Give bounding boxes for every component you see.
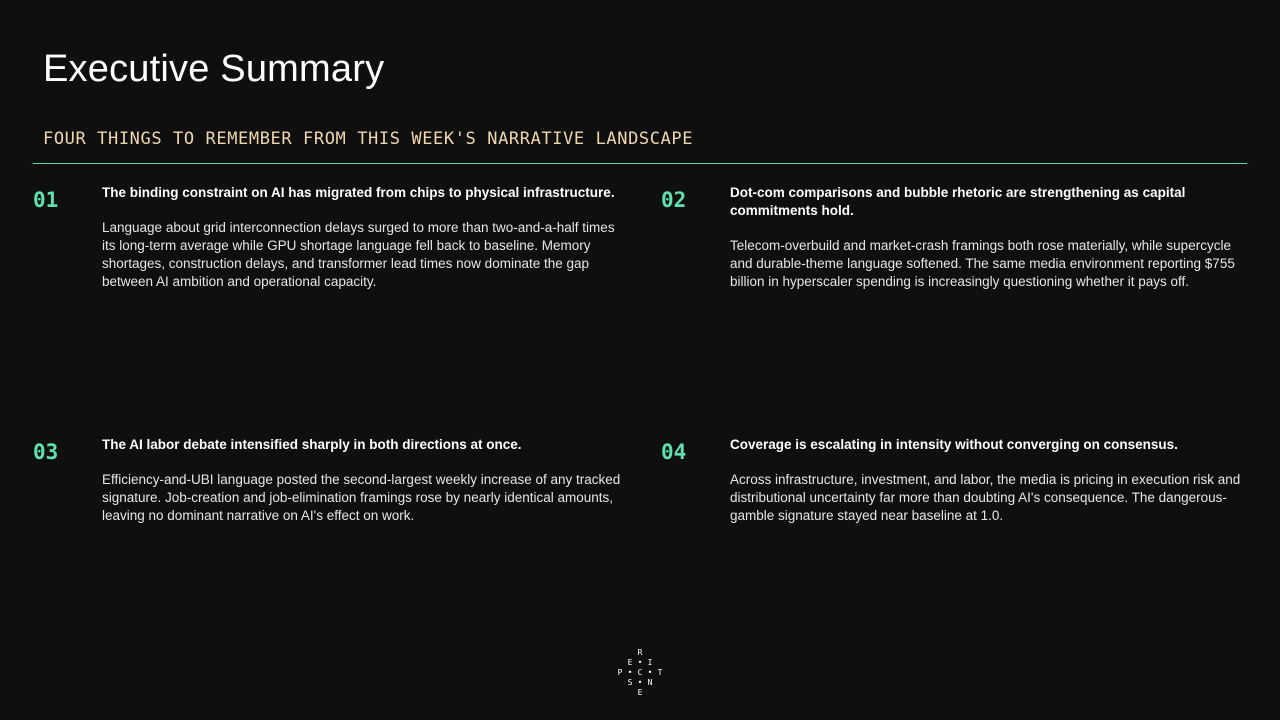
slide-title: Executive Summary [43, 48, 385, 90]
point-body [730, 436, 1250, 525]
point-number: 02 [661, 188, 687, 212]
logo-letter: S [627, 678, 633, 687]
point-heading: The binding constraint on AI has migrated from chips to physical infrastructure. [102, 185, 615, 200]
logo-letter: E [627, 658, 633, 667]
point-text: Across infrastructure, investment, and labor, the media is pricing in execution risk and distributional uncertainty far more than doubting AI's consequence. The dangerous-gamble signature stayed near baseline at 1.0. [730, 472, 1241, 523]
point-text: Language about grid interconnection delays surged to more than two-and-a-half times its long-term average while GPU shortage language fell back to baseline. Memory shortages, construction delays, and transformer lead times now dominate the gap between AI ambition and operational capacity. [102, 220, 615, 289]
point-number: 01 [33, 188, 59, 212]
logo-letter: T [657, 668, 663, 677]
point-text: Telecom-overbuild and market-crash framings both rose materially, while supercycle and durable-theme language softened. The same media environment reporting $755 billion in hyperscaler spending is increasingly questioning whether it pays off. [730, 238, 1235, 289]
brand-logo [612, 648, 668, 700]
logo-letter: I [647, 658, 653, 667]
point-heading: Coverage is escalating in intensity without converging on consensus. [730, 437, 1178, 452]
point-body [102, 436, 622, 525]
slide-subtitle: FOUR THINGS TO REMEMBER FROM THIS WEEK'S NARRATIVE LANDSCAPE [43, 129, 694, 149]
logo-dot: • [637, 678, 643, 687]
point-number: 04 [661, 440, 687, 464]
point-text: Efficiency-and-UBI language posted the second-largest weekly increase of any tracked signature. Job-creation and job-elimination framings rose by nearly identical amounts, leaving no dominant narrative on AI's effect on work. [102, 472, 621, 523]
logo-letter: C [637, 668, 643, 677]
logo-dot: • [627, 668, 633, 677]
logo-dot: • [647, 668, 653, 677]
point-number: 03 [33, 440, 59, 464]
point-heading: The AI labor debate intensified sharply in both directions at once. [102, 437, 522, 452]
header-divider [33, 163, 1247, 164]
logo-letter: R [637, 648, 643, 657]
point-body [730, 184, 1250, 291]
logo-letter: N [647, 678, 653, 687]
point-body [102, 184, 622, 291]
point-heading: Dot-com comparisons and bubble rhetoric are strengthening as capital commitments hold. [730, 185, 1186, 218]
logo-letter: P [617, 668, 623, 677]
logo-letter: E [637, 688, 643, 697]
logo-dot: • [637, 658, 643, 667]
